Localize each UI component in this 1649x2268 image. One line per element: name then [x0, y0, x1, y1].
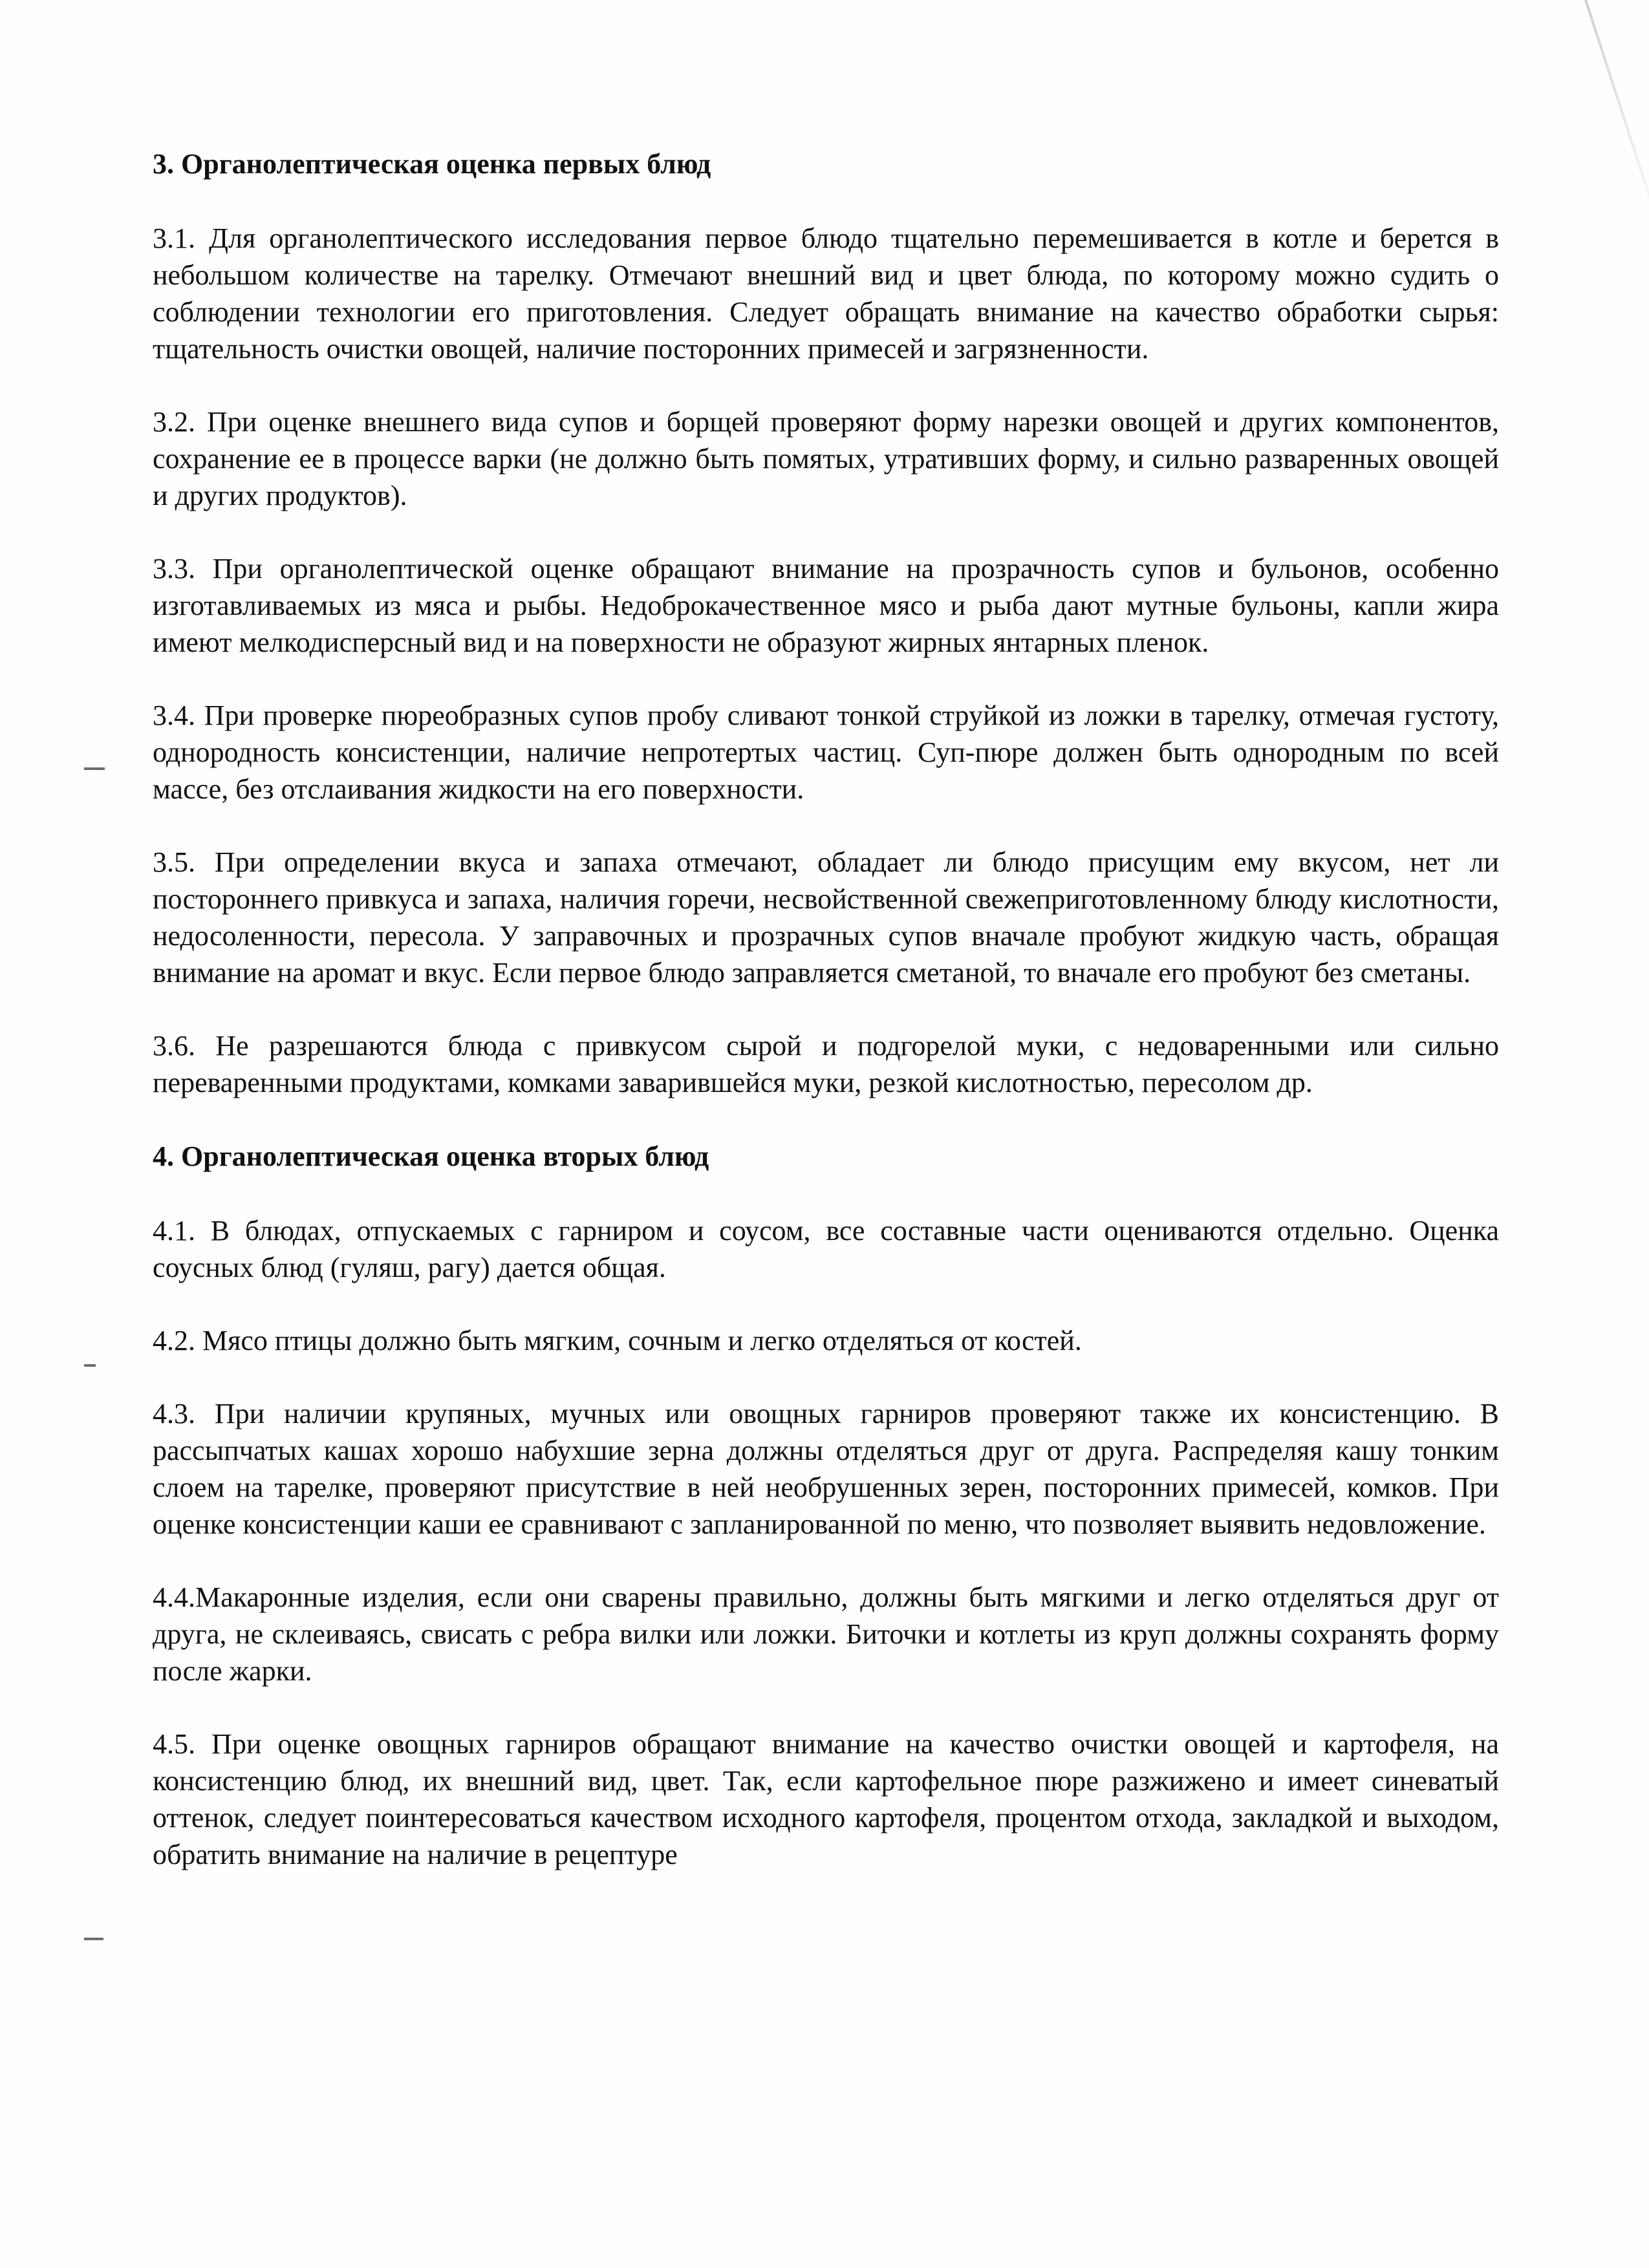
- scan-edge-mark: [1584, 0, 1649, 203]
- section-heading: 4. Органолептическая оценка вторых блюд: [153, 1140, 709, 1172]
- document-content: [153, 145, 1499, 1909]
- paragraph-4-3: 4.3. При наличии крупяных, мучных или овощных гарниров проверяют также их консистенцию. В рассыпчатых кашах хорошо набухшие зерна должны отделяться друг от друга. Распределяя кашу тонким слоем на тарелке, проверяют присутствие в ней необрушенных зерен, посторонних примесей, комков. При оценке консистенции каши ее сравнивают с запланированной по меню, что позволяет выявить недовложение.: [153, 1398, 1499, 1540]
- paragraph-3-5: 3.5. При определении вкуса и запаха отмечают, обладает ли блюдо присущим ему вкусом, нет ли постороннего привкуса и запаха, наличия горечи, несвойственной свежеприготовленному блюду кислотности, недосоленности, пересола. У заправочных и прозрачных супов вначале пробуют жидкую часть, обращая внимание на аромат и вкус. Если первое блюдо заправляется сметаной, то вначале его пробуют без сметаны.: [153, 846, 1499, 989]
- section-first-courses: [153, 145, 1499, 1101]
- paragraph-3-2: 3.2. При оценке внешнего вида супов и борщей проверяют форму нарезки овощей и других компонентов, сохранение ее в процессе варки (не должно быть помятых, утративших форму, и сильно разваренных овощей и других продуктов).: [153, 406, 1499, 511]
- left-margin-mark-2: [84, 1364, 96, 1367]
- section-heading: 3. Органолептическая оценка первых блюд: [153, 148, 711, 180]
- paragraph-3-1: 3.1. Для органолептического исследования первое блюдо тщательно перемешивается в котле и берется в небольшом количестве на тарелку. Отмечают внешний вид и цвет блюда, по которому можно судить о соблюдении технологии его приготовления. Следует обращать внимание на качество обработки сырья: тщательность очистки овощей, наличие посторонних примесей и загрязненности.: [153, 222, 1499, 365]
- paragraph-4-2: 4.2. Мясо птицы должно быть мягким, сочным и легко отделяться от костей.: [153, 1325, 1082, 1356]
- paragraph-3-4: 3.4. При проверке пюреобразных супов пробу сливают тонкой струйкой из ложки в тарелку, отмечая густоту, однородность консистенции, наличие непротертых частиц. Суп-пюре должен быть однородным по всей массе, без отслаивания жидкости на его поверхности.: [153, 700, 1499, 805]
- paragraph-4-1: 4.1. В блюдах, отпускаемых с гарниром и соусом, все составные части оцениваются отдельно. Оценка соусных блюд (гуляш, рагу) дается общая.: [153, 1215, 1499, 1283]
- left-margin-mark-3: [84, 1938, 103, 1940]
- section-second-courses: [153, 1137, 1499, 1873]
- paragraph-3-3: 3.3. При органолептической оценке обращают внимание на прозрачность супов и бульонов, особенно изготавливаемых из мяса и рыбы. Недоброкачественное мясо и рыба дают мутные бульоны, капли жира имеют мелкодисперсный вид и на поверхности не образуют жирных янтарных пленок.: [153, 553, 1499, 658]
- paragraph-4-5: 4.5. При оценке овощных гарниров обращают внимание на качество очистки овощей и картофеля, на консистенцию блюд, их внешний вид, цвет. Так, если картофельное пюре разжижено и имеет синеватый оттенок, следует поинтересоваться качеством исходного картофеля, процентом отхода, закладкой и выходом, обратить внимание на наличие в рецептуре: [153, 1728, 1499, 1870]
- left-margin-mark-1: [84, 767, 105, 770]
- paragraph-4-4: 4.4.Макаронные изделия, если они сварены правильно, должны быть мягкими и легко отделяться друг от друга, не склеиваясь, свисать с ребра вилки или ложки. Биточки и котлеты из круп должны сохранять форму после жарки.: [153, 1581, 1499, 1687]
- paragraph-3-6: 3.6. Не разрешаются блюда с привкусом сырой и подгорелой муки, с недоваренными или сильно переваренными продуктами, комками заварившейся муки, резкой кислотностью, пересолом др.: [153, 1030, 1499, 1098]
